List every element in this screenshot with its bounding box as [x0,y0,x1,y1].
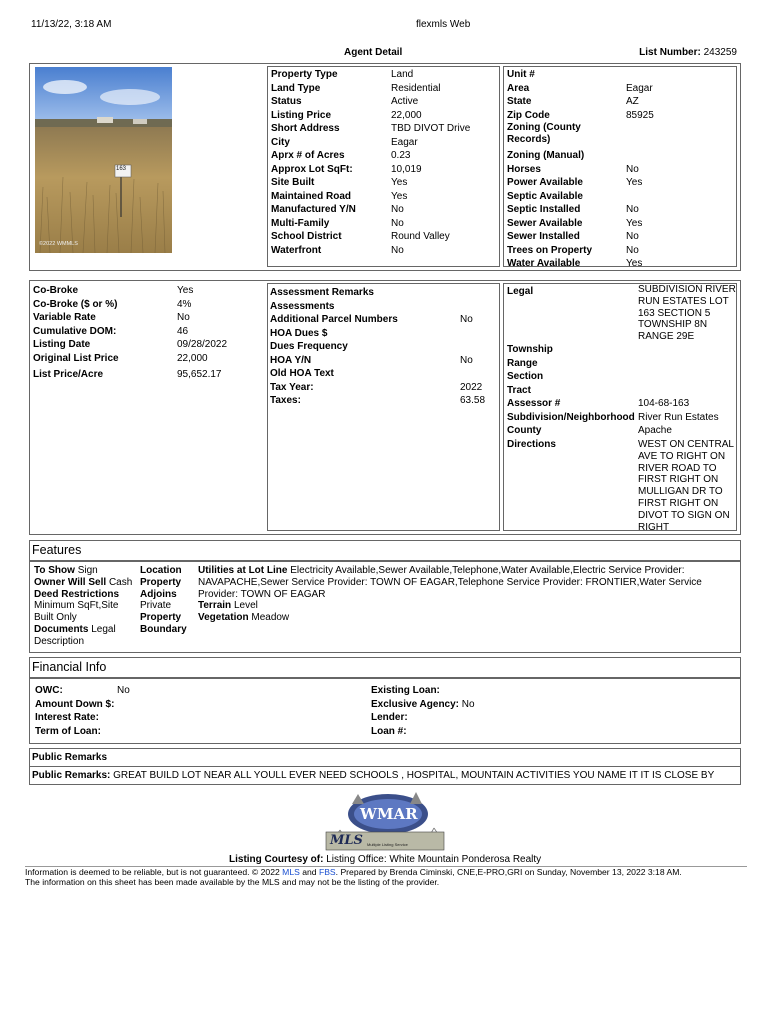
assessment-remarks-value [460,286,485,300]
city-label: City [271,136,290,148]
field-photo-image [35,67,172,253]
maintained-road-label: Maintained Road [271,190,352,202]
location-values [626,68,654,271]
maintained-road-value: Yes [391,190,408,202]
location-item: Boundary [140,623,187,635]
listing-date-value: 09/28/2022 [177,339,228,350]
owc-value: No [117,685,130,696]
horses-label: Horses [507,163,541,175]
site-built-label: Site Built [271,177,315,188]
documents: Documents Legal Description [34,623,116,647]
multi-family-label: Multi-Family [271,217,330,229]
variable-rate-value: No [177,312,190,323]
manufactured-label: Manufactured Y/N [271,204,356,215]
tax-year-value: 2022 [460,381,483,393]
listing-price-label: Listing Price [271,109,332,121]
unit-value [626,68,654,82]
page-title: Agent Detail [344,47,403,58]
short-address-label: Short Address [271,123,340,134]
financial-right [371,684,475,738]
property-type-label: Property Type [271,69,338,80]
original-price-label: Original List Price [33,352,119,364]
cobroke-label: Co-Broke [33,285,79,296]
lot-sqft-value: 10,019 [391,163,422,175]
manufactured-value: No [391,204,404,215]
zip-value: 85925 [626,109,654,121]
cobroke-labels [33,284,119,382]
zoning-manual-label: Zoning (Manual) [507,150,585,161]
assessments-value [460,300,485,314]
septic-installed-value: No [626,204,639,215]
assessment-labels [270,286,398,408]
unit-label: Unit # [507,69,535,80]
additional-parcel-value: No [460,314,473,325]
zoning-county-value [626,122,654,149]
loan-number-label: Loan #: [371,725,407,737]
septic-available-value [626,190,654,204]
listing-date-label: Listing Date [33,339,91,350]
sewer-installed-value: No [626,231,639,242]
directions-value: WEST ON CENTRAL AVE TO RIGHT ON RIVER ROAD TO FIRST RIGHT ON MULLIGAN DR TO FIRST RIGHT ON DIVOT TO SIGN ON RIGHT [638,439,734,533]
tract-value [638,384,719,398]
location-feature-label: Location [140,565,182,576]
old-hoa-text-label: Old HOA Text [270,368,334,379]
trees-value: No [626,244,639,256]
school-district-value: Round Valley [391,231,450,242]
cumulative-dom-label: Cumulative DOM: [33,325,117,337]
print-datetime: 11/13/22, 3:18 AM [31,19,112,30]
financial-header [29,657,741,678]
section-value [638,370,719,384]
deed-restrictions: Deed Restrictions Minimum SqFt,Site Built Only [34,588,120,624]
water-value: Yes [626,258,643,269]
directions-label: Directions [507,438,556,450]
financial-left [35,684,130,738]
interest-rate-label: Interest Rate: [35,712,99,723]
dues-frequency-value [460,340,485,354]
zoning-manual-value [626,149,654,163]
to-show: To Show Sign [34,565,98,576]
cobroke-amount-value: 4% [177,298,192,310]
power-label: Power Available [507,177,583,188]
status-label: Status [271,96,302,107]
utilities: Utilities at Lot Line Electricity Available,Sewer Available,Telephone,Water Available,Electric Service Provider: NAVAPACHE,Sewer Service Provider: TOWN OF EAGAR,Telephone Service Provider: FRONTIER,Water Service Provider: TOWN OF EAGAR [198,565,702,600]
logo-mls: MLS [330,833,363,848]
property-labels [271,68,356,257]
additional-parcel-label: Additional Parcel Numbers [270,314,398,325]
remarks-text: GREAT BUILD LOT NEAR ALL YOULL EVER NEED SCHOOLS , HOSPITAL, MOUNTAIN ACTIVITIES YOU NAME IT IT IS CLOSE BY [113,770,715,781]
subdivision-label: Subdivision/Neighborhood [507,411,635,423]
features-header [29,540,741,561]
legal-value: SUBDIVISION RIVER RUN ESTATES LOT 163 SECTION 5 TOWNSHIP 8N RANGE 29E [638,284,736,343]
township-label: Township [507,344,553,355]
exclusive-agency-value: No [461,698,475,710]
assessments-label: Assessments [270,300,335,312]
remarks-header [29,748,741,767]
site-name: flexmls Web [416,19,471,30]
septic-installed-label: Septic Installed [507,204,581,215]
legal-values [638,343,719,438]
features-title: Features [32,543,82,557]
remarks-line [32,770,714,781]
sign-number: 163 [116,166,127,172]
township-value [638,343,719,357]
exclusive-agency-label: Exclusive Agency: [371,698,460,710]
tract-label: Tract [507,384,531,396]
amount-down-label: Amount Down $: [35,698,115,710]
logo-mls-sub: Multiple Listing Service [367,842,408,847]
site-built-value: Yes [391,177,408,188]
cumulative-dom-value: 46 [177,325,189,337]
septic-available-label: Septic Available [507,190,583,202]
remarks-label: Public Remarks: [32,770,111,781]
financial-title: Financial Info [32,660,107,674]
logo-text: WMAR [360,805,418,823]
old-hoa-text-value [460,367,485,381]
list-number: List Number: 243259 [639,47,737,58]
assessment-remarks-label: Assessment Remarks [270,287,374,298]
disclaimer-line-2: The information on this sheet has been made available by the MLS and may not be the listing of the provider. [25,877,440,887]
hoa-dues-value [460,327,485,341]
existing-loan-label: Existing Loan: [371,685,440,696]
school-district-label: School District [271,231,342,242]
location-item: Adjoins [140,588,177,600]
listing-courtesy: Listing Courtesy of: Listing Office: White Mountain Ponderosa Realty [229,854,542,865]
sewer-installed-label: Sewer Installed [507,231,580,242]
hoa-yn-label: HOA Y/N [270,354,312,366]
county-value: Apache [638,425,672,436]
lender-label: Lender: [371,712,408,723]
remarks-title: Public Remarks [32,752,108,763]
price-per-acre-label: List Price/Acre [33,369,104,380]
state-value: AZ [626,96,639,107]
property-type-value: Land [391,69,414,80]
acres-label: Aprx # of Acres [271,150,345,161]
subdivision-value: River Run Estates [638,411,719,423]
features-col-3 [198,565,718,624]
sewer-available-value: Yes [626,217,643,229]
fbs-link[interactable]: FBS [318,867,336,877]
cobroke-values [177,284,227,382]
location-item: Property [140,576,182,588]
property-values [391,68,470,257]
location-labels [507,68,597,271]
wmar-logo [322,790,448,852]
power-value: Yes [626,177,643,188]
taxes-label: Taxes: [270,395,301,406]
remarks-panel [29,766,741,785]
owc-label: OWC: [35,685,63,696]
multi-family-value: No [391,217,404,229]
tax-year-label: Tax Year: [270,381,314,393]
zoning-county-label: Zoning (County Records) [507,122,581,145]
features-col-1 [34,565,134,648]
dues-frequency-label: Dues Frequency [270,341,348,352]
disclaimer-line-1: Information is deemed to be reliable, but is not guaranteed. © 2022 MLS and FBS. Prepared by Brenda Ciminski, CNE,E-PRO,GRI on Sunday, November 13, 2022 3:18 AM. [25,867,682,877]
mls-link[interactable]: MLS [282,867,300,877]
cobroke-amount-label: Co-Broke ($ or %) [33,298,118,310]
area-label: Area [507,82,530,94]
short-address-value: TBD DIVOT Drive [391,123,471,134]
status-value: Active [391,96,419,107]
title-bar [29,44,741,64]
land-type-value: Residential [391,82,441,94]
photo-watermark: ©2022 WMMLS [39,241,78,247]
location-item: Property [140,612,182,624]
cobroke-value: Yes [177,285,194,296]
owner-will-sell: Owner Will Sell Cash [34,576,133,588]
assessor-label: Assessor # [507,398,561,409]
assessor-value: 104-68-163 [638,398,690,409]
range-label: Range [507,357,538,369]
original-price-value: 22,000 [177,352,208,364]
features-col-2 [140,565,195,636]
waterfront-label: Waterfront [271,244,322,256]
lot-sqft-label: Approx Lot SqFt: [271,163,353,175]
legal-labels [507,343,635,451]
hoa-yn-value: No [460,354,473,366]
sewer-available-label: Sewer Available [507,217,583,229]
price-per-acre-value: 95,652.17 [177,369,222,380]
land-type-label: Land Type [271,82,321,94]
area-value: Eagar [626,82,653,94]
city-value: Eagar [391,136,418,148]
acres-value: 0.23 [391,150,411,161]
zip-label: Zip Code [507,109,550,121]
taxes-value: 63.58 [460,395,486,406]
trees-label: Trees on Property [507,244,593,256]
term-label: Term of Loan: [35,725,101,737]
terrain: Terrain Level [198,600,258,612]
variable-rate-label: Variable Rate [33,312,96,323]
vegetation: Vegetation Meadow [198,612,290,624]
range-value [638,357,719,371]
hoa-dues-label: HOA Dues $ [270,327,328,339]
section-label: Section [507,371,544,382]
county-label: County [507,425,542,436]
listing-photo[interactable] [35,67,172,253]
water-label: Water Available [507,258,581,269]
horses-value: No [626,163,639,175]
listing-price-value: 22,000 [391,109,422,121]
legal-label: Legal [507,286,534,297]
waterfront-value: No [391,244,404,256]
state-label: State [507,96,532,107]
assessment-values [460,286,485,408]
location-item: Private [140,600,172,612]
